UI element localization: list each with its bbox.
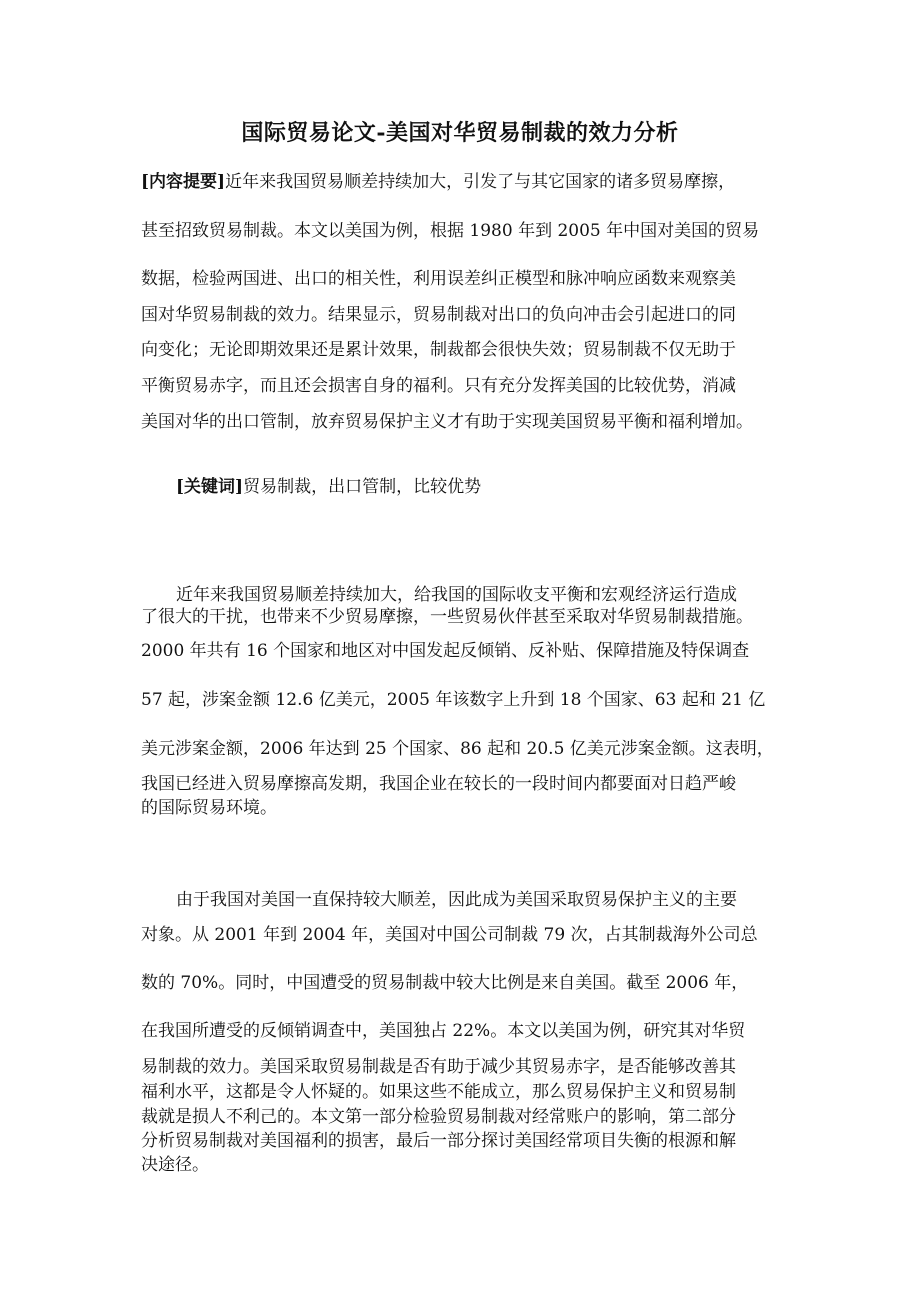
paragraph-line: 对象。从 2001 年到 2004 年，美国对中国公司制裁 79 次，占其制裁海外公司总 xyxy=(141,925,758,945)
paragraph-line: 57 起，涉案金额 12.6 亿美元，2005 年该数字上升到 18 个国家、63 起和 21 亿 xyxy=(141,690,766,710)
paragraph-line: 决途径。 xyxy=(141,1155,209,1175)
paragraph-line: 由于我国对美国一直保持较大顺差，因此成为美国采取贸易保护主义的主要 xyxy=(176,890,737,910)
paragraph-line: 了很大的干扰，也带来不少贸易摩擦，一些贸易伙伴甚至采取对华贸易制裁措施。 xyxy=(141,607,753,627)
paragraph-line: 美元涉案金额，2006 年达到 25 个国家、86 起和 20.5 亿美元涉案金额。这表明， xyxy=(141,739,774,759)
abstract-line: 甚至招致贸易制裁。本文以美国为例，根据 1980 年到 2005 年中国对美国的贸易 xyxy=(141,221,760,241)
paragraph-line: 近年来我国贸易顺差持续加大，给我国的国际收支平衡和宏观经济运行造成 xyxy=(176,585,737,605)
paragraph-line: 福利水平，这都是令人怀疑的。如果这些不能成立，那么贸易保护主义和贸易制 xyxy=(141,1082,736,1102)
paragraph-line: 数的 70%。同时，中国遭受的贸易制裁中较大比例是来自美国。截至 2006 年， xyxy=(141,973,749,993)
abstract-line: 向变化；无论即期效果还是累计效果，制裁都会很快失效；贸易制裁不仅无助于 xyxy=(141,340,736,360)
keywords-line xyxy=(176,475,481,499)
paragraph-line: 易制裁的效力。美国采取贸易制裁是否有助于减少其贸易赤字，是否能够改善其 xyxy=(141,1057,736,1077)
abstract-line: 国对华贸易制裁的效力。结果显示，贸易制裁对出口的负向冲击会引起进口的同 xyxy=(141,305,736,325)
abstract-line: 数据，检验两国进、出口的相关性，利用误差纠正模型和脉冲响应函数来观察美 xyxy=(141,269,736,289)
paragraph-line: 的国际贸易环境。 xyxy=(141,798,277,818)
keywords-text: 贸易制裁，出口管制，比较优势 xyxy=(243,477,482,497)
abstract-line: 美国对华的出口管制，放弃贸易保护主义才有助于实现美国贸易平衡和福利增加。 xyxy=(141,412,753,432)
document-title: 国际贸易论文-美国对华贸易制裁的效力分析 xyxy=(241,120,679,146)
paragraph-line: 在我国所遭受的反倾销调查中，美国独占 22%。本文以美国为例，研究其对华贸 xyxy=(141,1021,746,1041)
abstract-text: 近年来我国贸易顺差持续加大，引发了与其它国家的诸多贸易摩擦， xyxy=(225,172,736,192)
paragraph-line: 裁就是损人不利己的。本文第一部分检验贸易制裁对经常账户的影响，第二部分 xyxy=(141,1107,736,1127)
paragraph-line: 分析贸易制裁对美国福利的损害，最后一部分探讨美国经常项目失衡的根源和解 xyxy=(141,1131,736,1151)
paragraph-line: 我国已经进入贸易摩擦高发期，我国企业在较长的一段时间内都要面对日趋严峻 xyxy=(141,774,736,794)
paragraph-line: 2000 年共有 16 个国家和地区对中国发起反倾销、反补贴、保障措施及特保调查 xyxy=(141,641,750,661)
abstract-line-1 xyxy=(141,170,735,194)
abstract-line: 平衡贸易赤字，而且还会损害自身的福利。只有充分发挥美国的比较优势，消减 xyxy=(141,376,736,396)
keywords-label: [关键词] xyxy=(176,477,244,497)
abstract-label: [内容提要] xyxy=(141,172,226,192)
